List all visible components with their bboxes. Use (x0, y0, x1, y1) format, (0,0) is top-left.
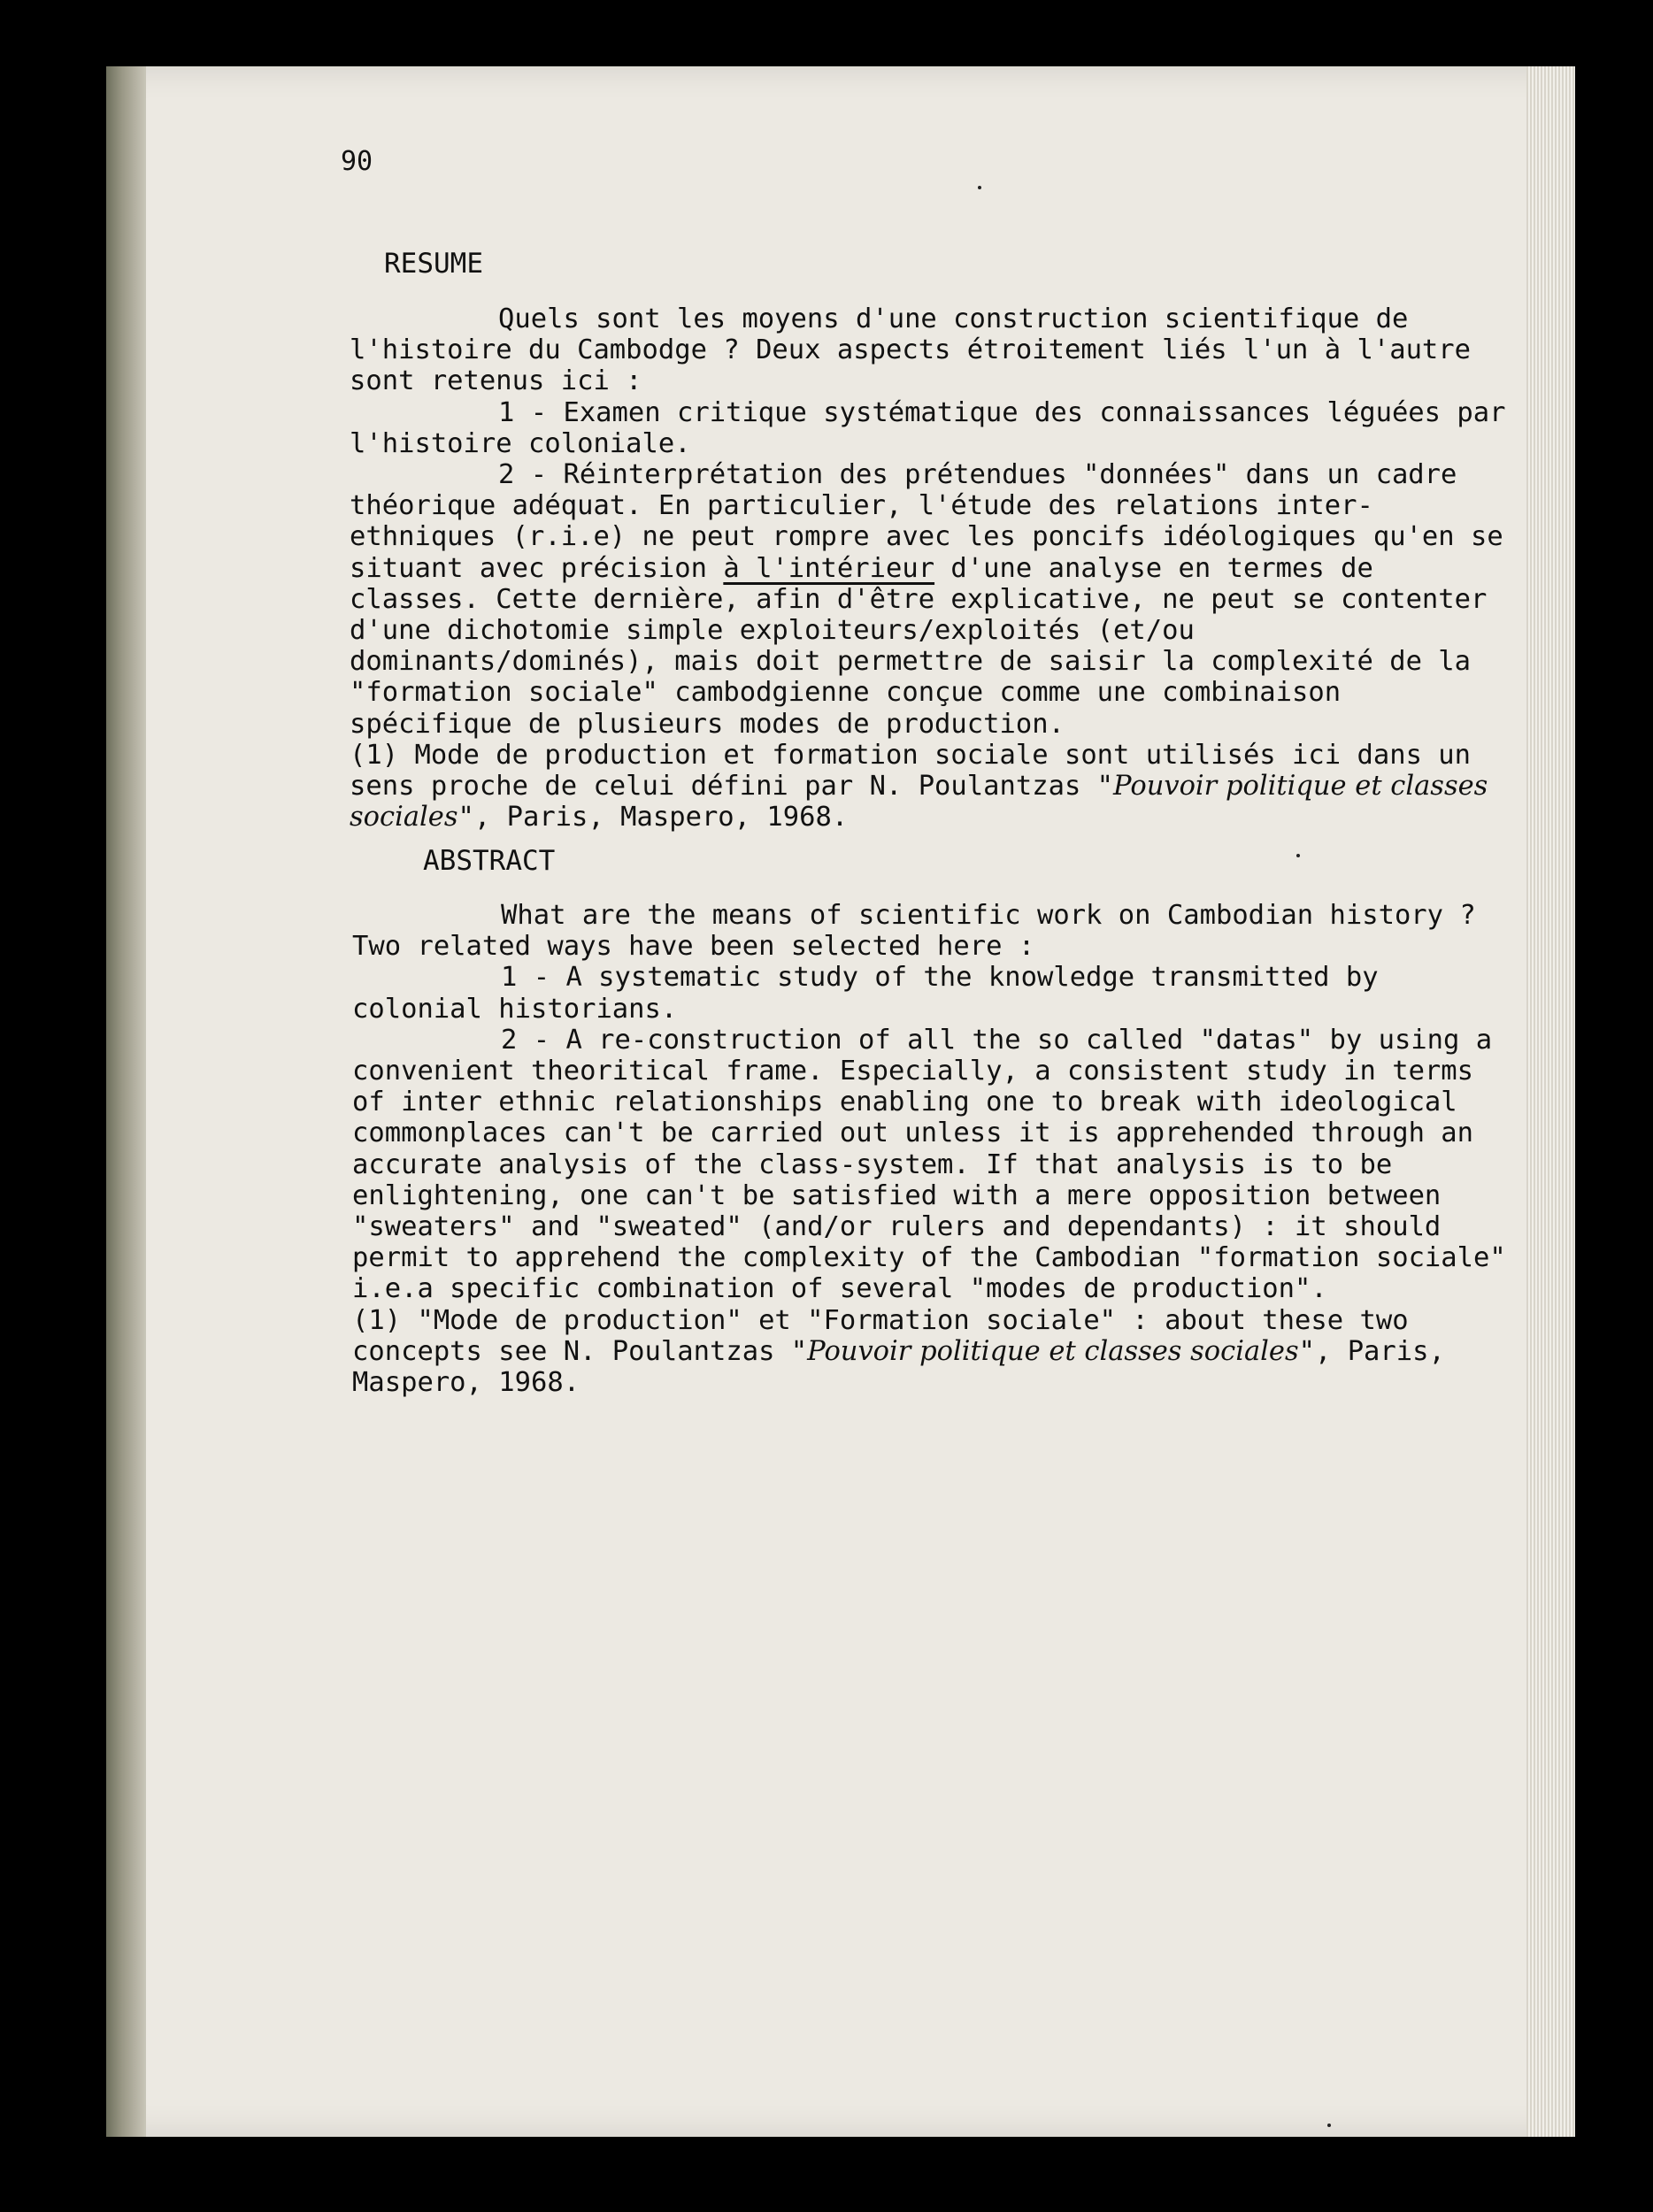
resume-intro: Quels sont les moyens d'une construction scientifique de l'histoire du Cambodge ? Deux aspects étroitement liés l'un à l'autre sont retenus ici : (350, 303, 1472, 397)
speck-mark (1296, 854, 1300, 857)
speck-mark (978, 186, 981, 189)
page-number: 90 (341, 146, 373, 177)
abstract-footnote-text-a: (1) "Mode de production" et "Formation sociale" : about these two concepts see N. Poulantzas " (352, 1304, 1409, 1367)
abstract-footnote-title: Pouvoir politique et classes sociales (807, 1335, 1299, 1367)
abstract-point-1: 1 - A systematic study of the knowledge transmitted by colonial historians. (352, 962, 1379, 1025)
resume-footnote-text-a: (1) Mode de production et formation sociale sont utilisés ici dans un sens proche de celui défini par N. Poulantzas " (350, 739, 1472, 803)
resume-point-2-underlined: à l'intérieur (723, 552, 935, 584)
book-page (106, 66, 1575, 2137)
resume-point-2-text-a: 2 - Réinterprétation des prétendues "données" dans un cadre théorique adéquat. En particulier, l'étude des relations inter-ethniques (r.i.e) ne peut rompre avec les poncifs idéologiques qu'en se situant avec précision (350, 459, 1503, 584)
resume-point-2 (350, 459, 1509, 740)
page-binding-shadow (106, 66, 146, 2137)
resume-point-2-text-b: d'une analyse en termes de classes. Cette dernière, afin d'être explicative, ne peut se contenter d'une dichotomie simple exploiteurs/exploités (et/ou dominants/dominés), mais doit permettre de saisir la complexité de la "formation sociale" cambodgienne conçue comme une combinaison spécifique de plusieurs modes de production. (350, 552, 1488, 740)
resume-body (350, 303, 1509, 833)
abstract-heading: ABSTRACT (423, 845, 556, 877)
abstract-point-2: 2 - A re-construction of all the so called "datas" by using a convenient theoritical frame. Especially, a consistent study in terms of inter ethnic relationships enabling one to break with ideological commonplaces can't be carried out unless it is apprehended through an accurate analysis of the class-system. If that analysis is to be enlightening, one can't be satisfied with a mere opposition between "sweaters" and "sweated" (and/or rulers and dependants) : it should permit to apprehend the complexity of the Cambodian "formation sociale" i.e.a specific combination of several "modes de production". (352, 1024, 1506, 1305)
abstract-footnote (352, 1305, 1511, 1399)
abstract-footnote-text-b: ", Paris, Maspero, 1968. (352, 1335, 1445, 1399)
abstract-body (352, 900, 1511, 1398)
resume-footnote-text-b: ", Paris, Maspero, 1968. (457, 802, 849, 833)
resume-point-1: 1 - Examen critique systématique des connaissances léguées par l'histoire coloniale. (350, 396, 1506, 459)
page-edges (1526, 66, 1575, 2137)
abstract-intro: What are the means of scientific work on Cambodian history ? Two related ways have been selected here : (352, 900, 1476, 963)
speck-mark (1327, 2124, 1331, 2127)
resume-footnote-title: Pouvoir politique et classes sociales (350, 771, 1488, 833)
resume-heading: RESUME (384, 248, 483, 280)
resume-footnote (350, 740, 1509, 833)
